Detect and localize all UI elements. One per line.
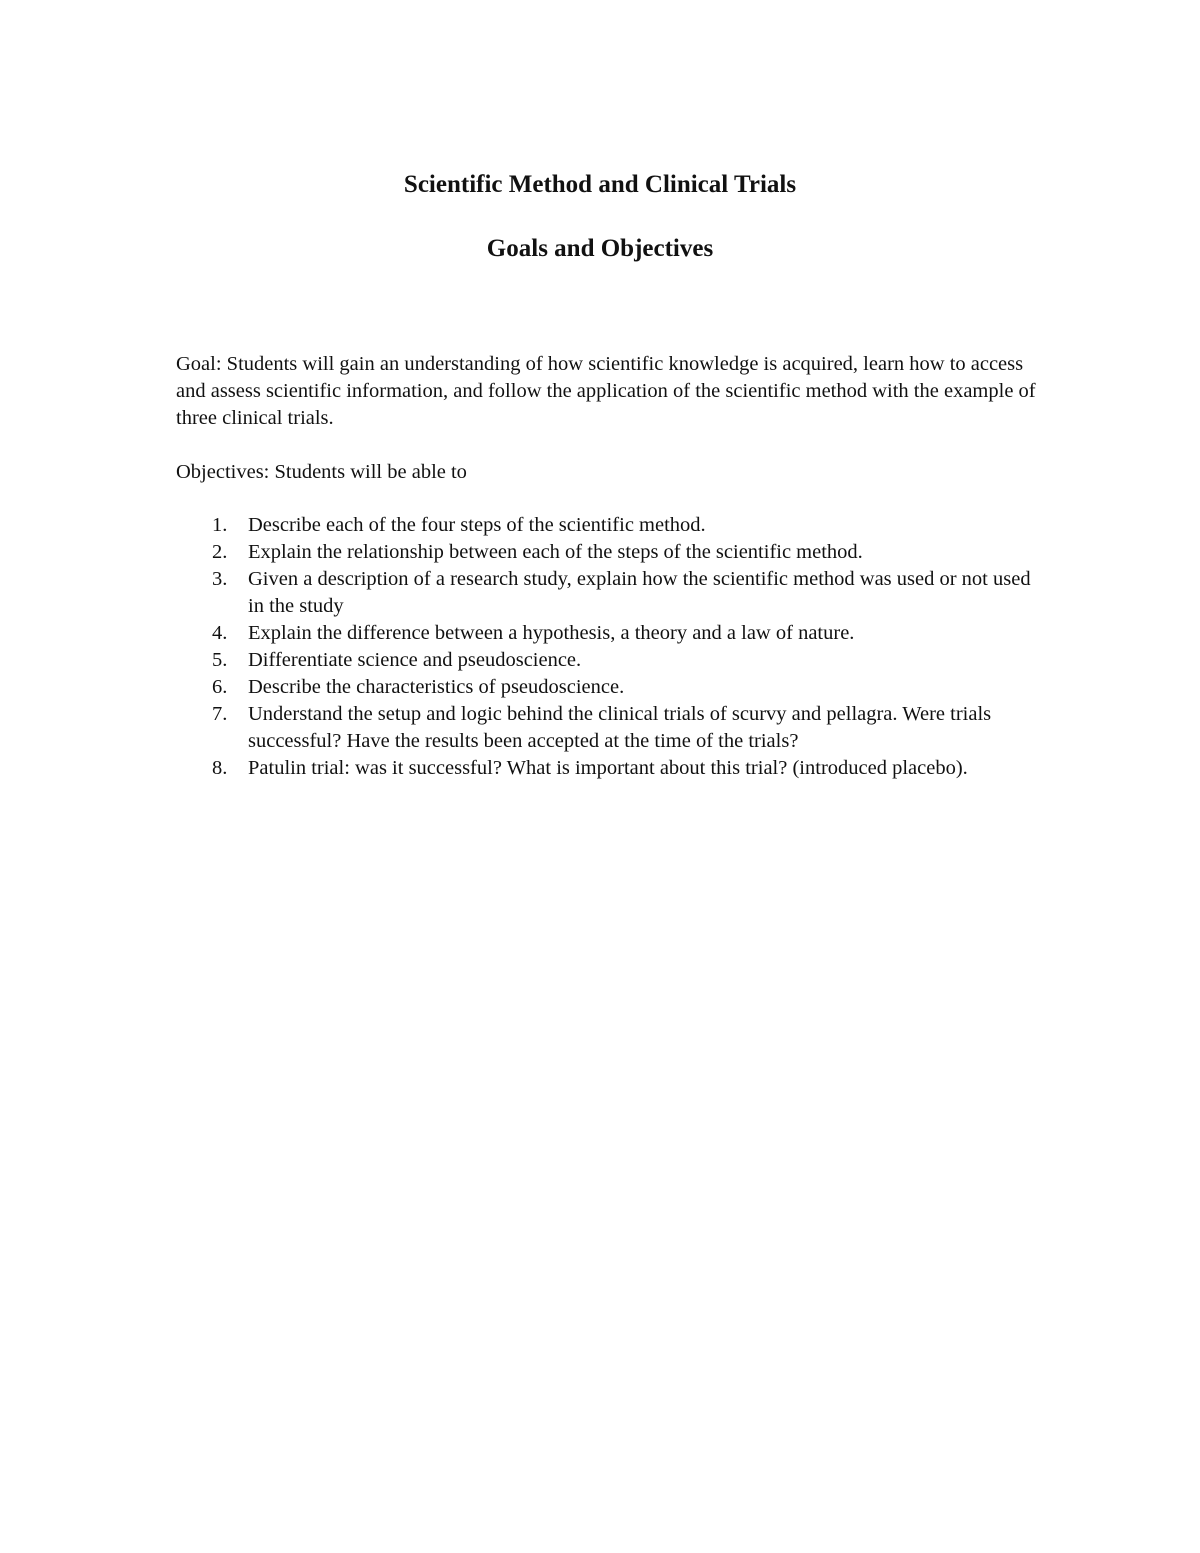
objective-text: Understand the setup and logic behind the clinical trials of scurvy and pellagra. Were trials successful? Have the results been accepted at the time of the trials? bbox=[248, 703, 992, 752]
objective-text: Differentiate science and pseudoscience. bbox=[248, 649, 582, 671]
objective-item bbox=[176, 620, 1036, 647]
objective-item bbox=[176, 512, 1036, 539]
goal-paragraph: Goal: Students will gain an understanding of how scientific knowledge is acquired, learn how to access and assess scientific information, and follow the application of the scientific method with the example of three clinical trials. bbox=[176, 353, 1036, 429]
objective-item bbox=[176, 539, 1036, 566]
objective-item bbox=[176, 566, 1036, 620]
objective-number: 1. bbox=[212, 514, 228, 536]
objective-number: 5. bbox=[212, 649, 228, 671]
objectives-intro: Objectives: Students will be able to bbox=[176, 461, 467, 483]
objective-number: 8. bbox=[212, 757, 228, 779]
objective-text: Describe each of the four steps of the scientific method. bbox=[248, 514, 706, 536]
objective-item bbox=[176, 647, 1036, 674]
objective-text: Explain the relationship between each of the steps of the scientific method. bbox=[248, 541, 863, 563]
objective-text: Patulin trial: was it successful? What is important about this trial? (introduced placebo). bbox=[248, 757, 968, 779]
document-subtitle: Goals and Objectives bbox=[486, 235, 714, 262]
objective-item bbox=[176, 674, 1036, 701]
objective-text: Explain the difference between a hypothesis, a theory and a law of nature. bbox=[248, 622, 855, 644]
objective-item bbox=[176, 701, 1036, 755]
objectives-list bbox=[176, 512, 1036, 782]
objective-number: 3. bbox=[212, 568, 228, 590]
document-title: Scientific Method and Clinical Trials bbox=[403, 171, 797, 198]
objective-number: 6. bbox=[212, 676, 228, 698]
objective-text: Given a description of a research study, explain how the scientific method was used or not used in the study bbox=[248, 568, 1031, 617]
objective-number: 4. bbox=[212, 622, 228, 644]
objective-text: Describe the characteristics of pseudoscience. bbox=[248, 676, 625, 698]
objective-number: 7. bbox=[212, 703, 228, 725]
objective-item bbox=[176, 755, 1036, 782]
objective-number: 2. bbox=[212, 541, 228, 563]
